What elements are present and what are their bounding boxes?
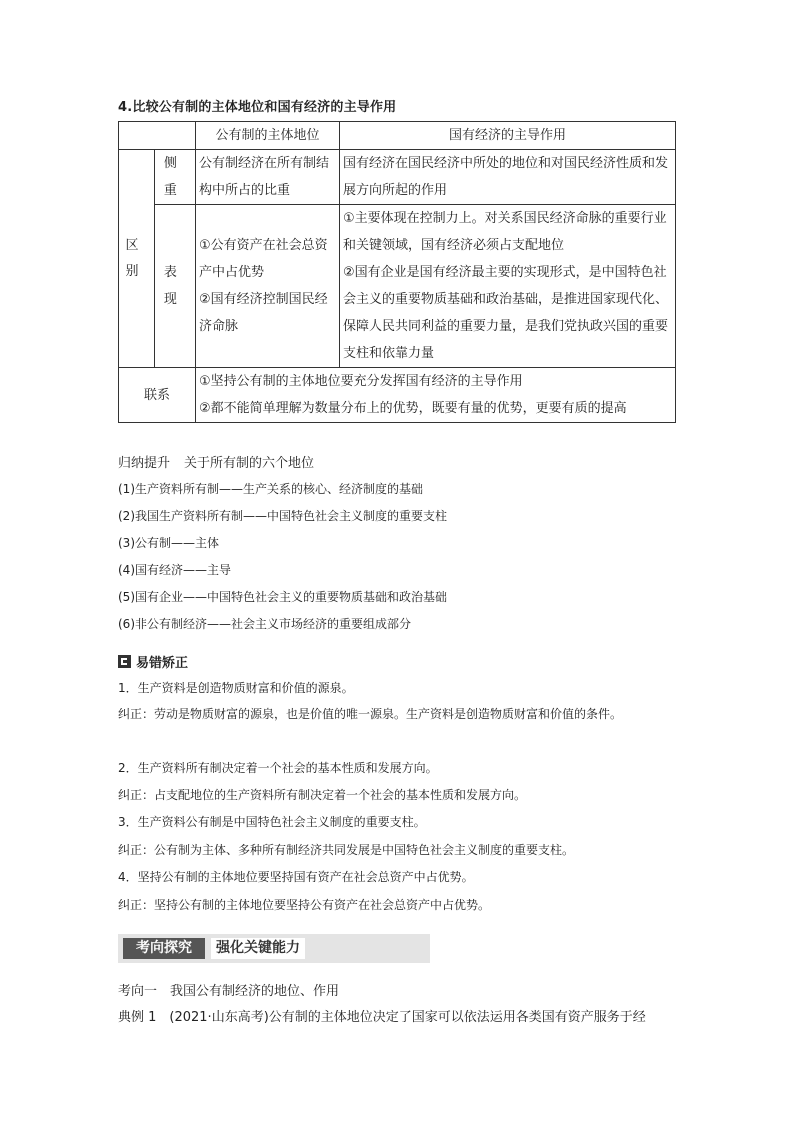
table-row [119, 205, 676, 368]
yicuo-line: 纠正：占支配地位的生产资料所有制决定着一个社会的基本性质和发展方向。 [118, 788, 527, 802]
dianli-text: 典例 1 (2021·山东高考)公有制的主体地位决定了国家可以依法运用各类国有资产服务于经 [118, 1010, 646, 1025]
banner-label: 考向探究 [123, 938, 205, 959]
table-header-row [119, 122, 676, 150]
banner-subtitle: 强化关键能力 [211, 938, 305, 959]
table-row [119, 368, 676, 423]
cezhong-col1: 公有制经济在所有制结构中所占的比重 [196, 150, 340, 205]
section-title: 4.比较公有制的主体地位和国有经济的主导作用 [118, 100, 397, 115]
biaoxian-col2: ①主要体现在控制力上。对关系国民经济命脉的重要行业和关键领域，国有经济必须占支配地位 ②国有企业是国有经济最主要的实现形式，是中国特色社会主义的重要物质基础和政治基础，是推进国家现代化、保障人民共同利益的重要力量，是我们党执政兴国的重要支柱和依靠力量 [340, 205, 676, 368]
list-item: (3)公有制——主体 [118, 536, 219, 550]
yicuo-line: 1．生产资料是创造物质财富和价值的源泉。 [118, 681, 354, 695]
comparison-table [118, 121, 676, 423]
correction-icon [118, 655, 131, 668]
yicuo-line: 纠正：劳动是物质财富的源泉，也是价值的唯一源泉。生产资料是创造物质财富和价值的条件。 [118, 707, 623, 721]
yicuo-line: 3．生产资料公有制是中国特色社会主义制度的重要支柱。 [118, 815, 426, 829]
yicuo-line: 纠正：公有制为主体、多种所有制经济共同发展是中国特色社会主义制度的重要支柱。 [118, 843, 575, 857]
lianxi-label: 联系 [119, 368, 196, 423]
cezhong-col2: 国有经济在国民经济中所处的地位和对国民经济性质和发展方向所起的作用 [340, 150, 676, 205]
table-row [119, 150, 676, 205]
list-item: (5)国有企业——中国特色社会主义的重要物质基础和政治基础 [118, 590, 448, 604]
yicuo-heading: 易错矫正 [118, 652, 188, 671]
header-col2: 国有经济的主导作用 [340, 122, 676, 150]
biaoxian-label: 表现 [155, 205, 196, 368]
list-item: (4)国有经济——主导 [118, 563, 231, 577]
list-item: (2)我国生产资料所有制——中国特色社会主义制度的重要支柱 [118, 509, 448, 523]
header-col1: 公有制的主体地位 [196, 122, 340, 150]
list-item: (1)生产资料所有制——生产关系的核心、经济制度的基础 [118, 482, 424, 496]
biaoxian-col1: ①公有资产在社会总资产中占优势 ②国有经济控制国民经济命脉 [196, 205, 340, 368]
lianxi-content: ①坚持公有制的主体地位要充分发挥国有经济的主导作用 ②都不能简单理解为数量分布上的优势，既要有量的优势，更要有质的提高 [196, 368, 676, 423]
guina-title: 归纳提升 关于所有制的六个地位 [118, 456, 315, 471]
kaoxiang-heading: 考向一 我国公有制经济的地位、作用 [118, 984, 340, 999]
section-banner [118, 934, 430, 963]
list-item: (6)非公有制经济——社会主义市场经济的重要组成部分 [118, 617, 411, 631]
cezhong-label: 侧重 [155, 150, 196, 205]
yicuo-line: 纠正：坚持公有制的主体地位要坚持公有资产在社会总资产中占优势。 [118, 898, 491, 912]
yicuo-line: 2．生产资料所有制决定着一个社会的基本性质和发展方向。 [118, 761, 438, 775]
yicuo-line: 4．坚持公有制的主体地位要坚持国有资产在社会总资产中占优势。 [118, 870, 474, 884]
qubie-label: 区别 [119, 150, 155, 368]
